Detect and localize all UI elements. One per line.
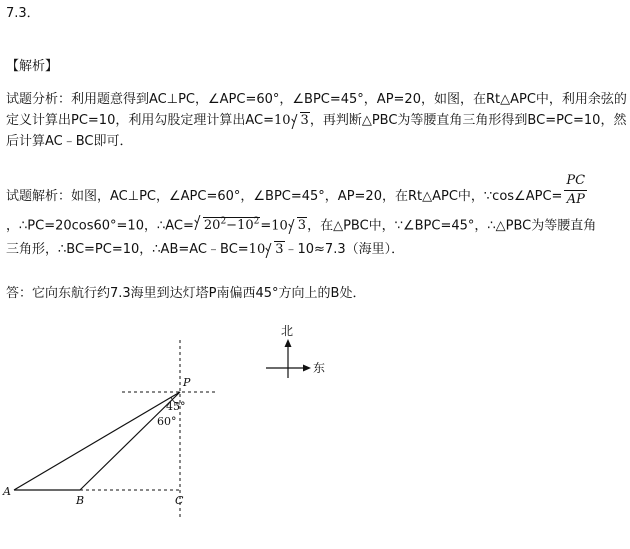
sqrt-term-2: −10 [226, 218, 254, 234]
cos-fraction [564, 172, 587, 209]
solution-line-2-text-d: ，在△PBC中，∵∠BPC=45°，∴△PBC为等腰直角 [307, 218, 597, 234]
segment-AP [14, 392, 180, 490]
fraction-numerator: PC [564, 172, 587, 191]
equals-sign: = [260, 218, 272, 234]
analysis-sqrt [291, 111, 310, 131]
east-arrow-icon [303, 365, 311, 372]
sqrt-exponent-2: 2 [253, 217, 260, 227]
angle-45-label: 45° [166, 400, 186, 413]
section-title: 【解析】 [6, 59, 59, 74]
conclusion: 答：它向东航行约7.3海里到达灯塔P南偏西45°方向上的B处． [6, 286, 366, 301]
pythagoras-sqrt [194, 212, 260, 236]
solution-line-3-text-d: ﹣10≈7.3（海里）． [284, 242, 405, 257]
analysis-line-2-text-d: ，再判断△PBC为等腰直角三角形得到BC=PC=10，然 [309, 113, 627, 128]
solution-coefficient-2: 10 [248, 242, 266, 257]
segment-BP [80, 392, 180, 490]
answer-number: 7.3． [6, 6, 40, 21]
analysis-line-1: 试题分析：利用题意得到AC⊥PC，∠APC=60°，∠BPC=45°，AP=20，如图，在Rt△APC中，利用余弦的 [6, 92, 627, 107]
compass-east-label: 东 [313, 361, 326, 375]
label-C: C [175, 494, 184, 507]
geometry-figure [0, 318, 360, 546]
compass-north-label: 北 [281, 324, 294, 338]
fraction-denominator: AP [566, 192, 585, 207]
analysis-sqrt-value: 3 [300, 113, 309, 128]
analysis-line-2 [6, 111, 626, 131]
solution-sqrt-2 [265, 240, 284, 260]
label-A: A [3, 485, 11, 498]
analysis-coefficient: 10 [274, 113, 291, 128]
solution-line-2 [6, 212, 596, 236]
sqrt-exponent-1: 2 [220, 217, 227, 227]
solution-sqrt-1 [288, 216, 307, 236]
label-B: B [76, 494, 85, 507]
solution-sqrt-1-value: 3 [297, 218, 307, 234]
angle-60-label: 60° [157, 415, 177, 428]
solution-sqrt-2-value: 3 [275, 242, 284, 257]
solution-line-2-text-a: ，∴PC=20cos60°=10，∴AC= [6, 218, 194, 234]
analysis-line-2-text-a: 定义计算出PC=10，利用勾股定理计算出AC= [6, 113, 274, 128]
solution-line-3 [6, 240, 404, 260]
analysis-line-3: 后计算AC﹣BC即可． [6, 134, 133, 149]
sqrt-term-1: 20 [203, 218, 221, 234]
solution-line-1-text: 试题解析：如图，AC⊥PC，∠APC=60°，∠BPC=45°，AP=20，在Rt△APC中，∵cos∠APC= [6, 189, 563, 204]
solution-line-1 [6, 173, 589, 215]
solution-coefficient-1: 10 [271, 218, 288, 234]
solution-line-3-text-a: 三角形，∴BC=PC=10，∴AB=AC﹣BC= [6, 242, 249, 257]
label-P: P [183, 376, 191, 389]
north-arrow-icon [285, 339, 292, 347]
